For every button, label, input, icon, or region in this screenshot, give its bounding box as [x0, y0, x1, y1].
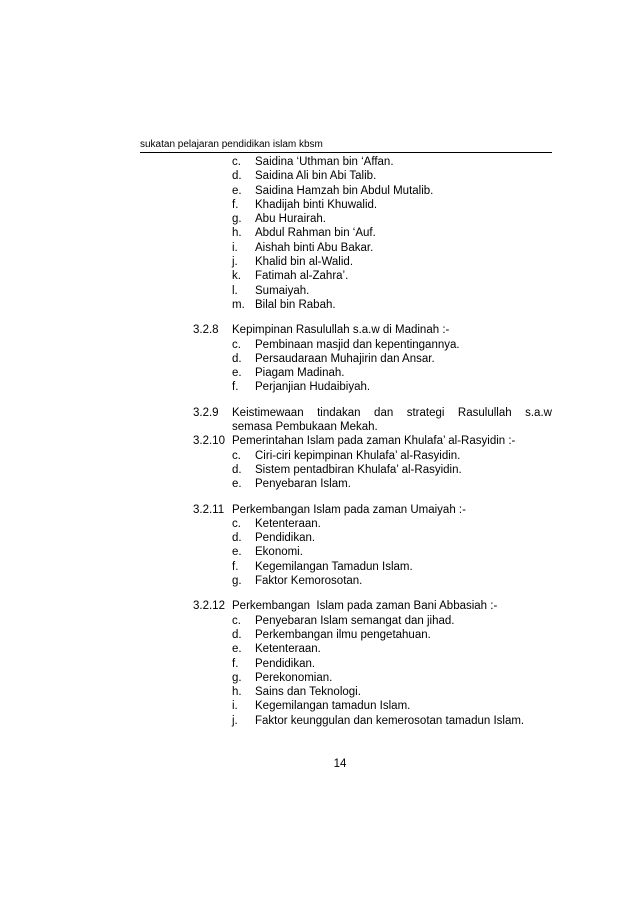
item-label: j.: [232, 256, 238, 269]
item-text: Saidina Hamzah bin Abdul Mutalib.: [255, 184, 434, 197]
title-word: Rasulullah: [457, 406, 512, 419]
title-word: tindakan: [317, 406, 361, 419]
item-text: Pendidikan.: [255, 532, 316, 545]
item-label: e.: [232, 643, 242, 656]
section-title: Perkembangan Islam pada zaman Bani Abbasiah :-: [232, 600, 498, 613]
item-label: f.: [232, 198, 239, 211]
item-label: e.: [232, 546, 242, 559]
list-item: [0, 517, 638, 531]
item-text: Sains dan Teknologi.: [255, 686, 361, 699]
item-text: Perjanjian Hudaibiyah.: [255, 381, 371, 394]
list-item: [0, 574, 638, 588]
section-heading: [0, 406, 638, 420]
section-title-continuation: [0, 420, 638, 434]
item-label: c.: [232, 449, 241, 462]
item-label: d.: [232, 463, 242, 476]
item-label: i.: [232, 700, 238, 713]
section-title: Pemerintahan Islam pada zaman Khulafa’ al-Rasyidin :-: [232, 435, 516, 448]
section-heading: [0, 323, 638, 337]
item-label: i.: [232, 241, 238, 254]
list-item: [0, 198, 638, 212]
item-text: Perkembangan ilmu pengetahuan.: [255, 628, 431, 641]
item-text: Saidina Ali bin Abi Talib.: [255, 170, 377, 183]
section-number: 3.2.12: [193, 600, 225, 613]
list-item: [0, 298, 638, 312]
item-label: h.: [232, 227, 242, 240]
item-label: c.: [232, 338, 241, 351]
list-item: [0, 628, 638, 642]
list-item: [0, 352, 638, 366]
item-text: Saidina ‘Uthman bin ‘Affan.: [255, 156, 394, 168]
item-label: g.: [232, 213, 242, 226]
item-text: Ciri-ciri kepimpinan Khulafa’ al-Rasyidin.: [255, 449, 461, 462]
list-item: [0, 685, 638, 699]
item-label: g.: [232, 575, 242, 588]
list-item: [0, 338, 638, 352]
item-text: Penyebaran Islam.: [255, 478, 351, 491]
item-text: Ketenteraan.: [255, 643, 321, 656]
item-text: Faktor keunggulan dan kemerosotan tamadun Islam.: [255, 714, 525, 727]
section-number: 3.2.9: [193, 406, 219, 419]
list-item: [0, 380, 638, 394]
item-text: Persaudaraan Muhajirin dan Ansar.: [255, 352, 435, 365]
item-text: Fatimah al-Zahra’.: [255, 270, 349, 283]
list-item: [0, 169, 638, 183]
item-text: Perekonomian.: [255, 671, 333, 684]
section-heading: [0, 434, 638, 448]
section-heading: [0, 503, 638, 517]
list-item: [0, 184, 638, 198]
item-label: c.: [232, 156, 241, 168]
item-text: Sistem pentadbiran Khulafa’ al-Rasyidin.: [255, 463, 462, 476]
item-text: Penyebaran Islam semangat dan jihad.: [255, 614, 455, 627]
section-title: Perkembangan Islam pada zaman Umaiyah :-: [232, 503, 466, 516]
list-item: [0, 255, 638, 269]
list-item: [0, 366, 638, 380]
item-text: Kegemilangan tamadun Islam.: [255, 700, 411, 713]
item-label: f.: [232, 381, 239, 394]
item-label: f.: [232, 560, 239, 573]
item-label: d.: [232, 352, 242, 365]
list-item: [0, 560, 638, 574]
item-text: Abu Hurairah.: [255, 213, 326, 226]
section-number: 3.2.10: [193, 435, 225, 448]
list-item: [0, 226, 638, 240]
list-item: [0, 477, 638, 491]
list-item: [0, 284, 638, 298]
item-label: c.: [232, 614, 241, 627]
item-label: f.: [232, 657, 239, 670]
item-label: e.: [232, 478, 242, 491]
item-text: Aishah binti Abu Bakar.: [255, 241, 374, 254]
item-label: d.: [232, 532, 242, 545]
section-title-line2: semasa Pembukaan Mekah.: [232, 421, 378, 434]
item-label: e.: [232, 367, 242, 380]
list-item: [0, 269, 638, 283]
item-text: Abdul Rahman bin ‘Auf.: [255, 227, 376, 240]
item-label: d.: [232, 170, 242, 183]
list-item: [0, 671, 638, 685]
section-number: 3.2.11: [193, 503, 225, 516]
page-header: sukatan pelajaran pendidikan islam kbsm: [140, 138, 552, 153]
list-item: [0, 545, 638, 559]
item-text: Sumaiyah.: [255, 284, 310, 297]
item-text: Kegemilangan Tamadun Islam.: [255, 560, 413, 573]
item-text: Khalid bin al-Walid.: [255, 256, 354, 269]
section-heading: [0, 599, 638, 613]
list-item: [0, 212, 638, 226]
item-label: g.: [232, 671, 242, 684]
item-text: Pendidikan.: [255, 657, 316, 670]
title-word: dan: [374, 406, 394, 419]
list-item: [0, 657, 638, 671]
item-label: k.: [232, 270, 241, 283]
title-word: Keistimewaan: [232, 406, 304, 419]
title-word: s.a.w: [525, 406, 552, 419]
section-title: [232, 406, 552, 420]
item-text: Ekonomi.: [255, 546, 303, 559]
list-item: [0, 449, 638, 463]
item-text: Bilal bin Rabah.: [255, 298, 336, 311]
item-label: h.: [232, 686, 242, 699]
title-word: strategi: [406, 406, 445, 419]
list-item: [0, 642, 638, 656]
item-label: l.: [232, 284, 238, 297]
list-item: [0, 155, 638, 169]
list-item: [0, 714, 638, 728]
item-text: Faktor Kemorosotan.: [255, 575, 363, 588]
item-text: Ketenteraan.: [255, 517, 321, 530]
section-title: Kepimpinan Rasulullah s.a.w di Madinah :-: [232, 324, 450, 337]
item-label: j.: [232, 714, 238, 727]
item-label: c.: [232, 517, 241, 530]
page-number: 14: [333, 758, 347, 770]
item-text: Piagam Madinah.: [255, 367, 345, 380]
list-item: [0, 463, 638, 477]
page-content: [0, 155, 638, 728]
list-item: [0, 614, 638, 628]
list-item: [0, 531, 638, 545]
item-label: e.: [232, 184, 242, 197]
list-item: [0, 699, 638, 713]
list-item: [0, 241, 638, 255]
section-number: 3.2.8: [193, 324, 219, 337]
item-text: Pembinaan masjid dan kepentingannya.: [255, 338, 460, 351]
item-label: m.: [232, 298, 245, 311]
item-label: d.: [232, 628, 242, 641]
item-text: Khadijah binti Khuwalid.: [255, 198, 378, 211]
